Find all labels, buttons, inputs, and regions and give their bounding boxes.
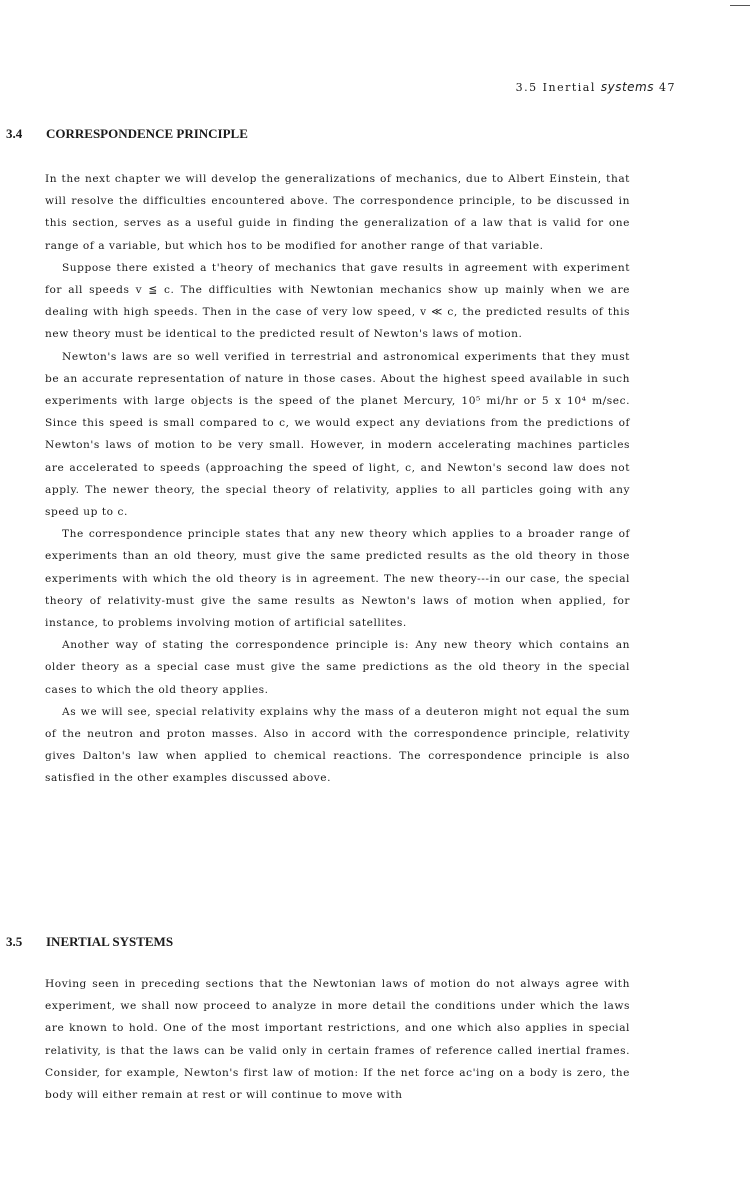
paragraph: The correspondence principle states that any new theory which applies to a broader range of experiments than an old theory, must give the same predicted results as the old theory in those experiments with which the old theory is in agreement. The new theory---in our case, the special theory of relativity-must give the same results as Newton's laws of motion when applied, for instance, to problems involving motion of artificial satellites. — [45, 528, 630, 630]
section-body — [45, 168, 630, 790]
running-head-italic: systems — [600, 80, 654, 94]
section-title: INERTIAL SYSTEMS — [46, 934, 174, 949]
paragraph: Hoving seen in preceding sections that the Newtonian laws of motion do not always agree with experiment, we shall now proceed to analyze in more detail the conditions under which the laws are known to hold. One of the most important restrictions, and one which also applies in special relativity, is that the laws can be valid only in certain frames of reference called inertial frames. Consider, for example, Newton's first law of motion: If the net force ac'ing on a body is zero, the body will either remain at rest or will continue to move with — [45, 978, 630, 1102]
section-number: 3.4 — [6, 126, 23, 141]
section-heading — [6, 934, 750, 950]
paragraph: Another way of stating the correspondence principle is: Any new theory which contains an older theory as a special case must give the same predictions as the old theory in the special cases to which the old theory applies. — [45, 639, 630, 696]
section-body — [45, 973, 630, 1106]
section-3-5 — [0, 934, 750, 1106]
page-number: 47 — [659, 81, 676, 94]
running-head — [516, 80, 676, 94]
paragraph: Newton's laws are so well verified in terrestrial and astronomical experiments that they must be an accurate representation of nature in those cases. About the highest speed available in such experiments with large objects is the speed of the planet Mercury, 10⁵ mi/hr or 5 x 10⁴ m/sec. Since this speed is small compared to c, we would expect any deviations from the predictions of Newton's laws of motion to be very small. However, in modern accelerating machines particles are accelerated to speeds (approaching the speed of light, c, and Newton's second law does not apply. The newer theory, the special theory of relativity, applies to all particles going with any speed up to c. — [45, 350, 630, 519]
section-3-4 — [0, 126, 750, 790]
paragraph: As we will see, special relativity explains why the mass of a deuteron might not equal the sum of the neutron and proton masses. Also in accord with the correspondence principle, relativity gives Dalton's law when applied to chemical reactions. The correspondence principle is also satisfied in the other examples discussed above. — [45, 705, 630, 785]
paragraph: Suppose there existed a t'heory of mechanics that gave results in agreement with experiment for all speeds v ≦ c. The difficulties with Newtonian mechanics show up mainly when we are dealing with high speeds. Then in the case of very low speed, v ≪ c, the predicted results of this new theory must be identical to the predicted result of Newton's laws of motion. — [45, 261, 630, 341]
section-heading — [6, 126, 750, 142]
section-title: CORRESPONDENCE PRINCIPLE — [46, 126, 248, 141]
paragraph: In the next chapter we will develop the generalizations of mechanics, due to Albert Einstein, that will resolve the difficulties encountered above. The correspondence principle, to be discussed in this section, serves as a useful guide in finding the generalization of a law that is valid for one range of a variable, but which hos to be modified for another range of that variable. — [45, 173, 630, 252]
section-number: 3.5 — [6, 934, 23, 949]
running-head-section: 3.5 Inertial — [515, 81, 596, 94]
top-rule — [730, 5, 750, 6]
